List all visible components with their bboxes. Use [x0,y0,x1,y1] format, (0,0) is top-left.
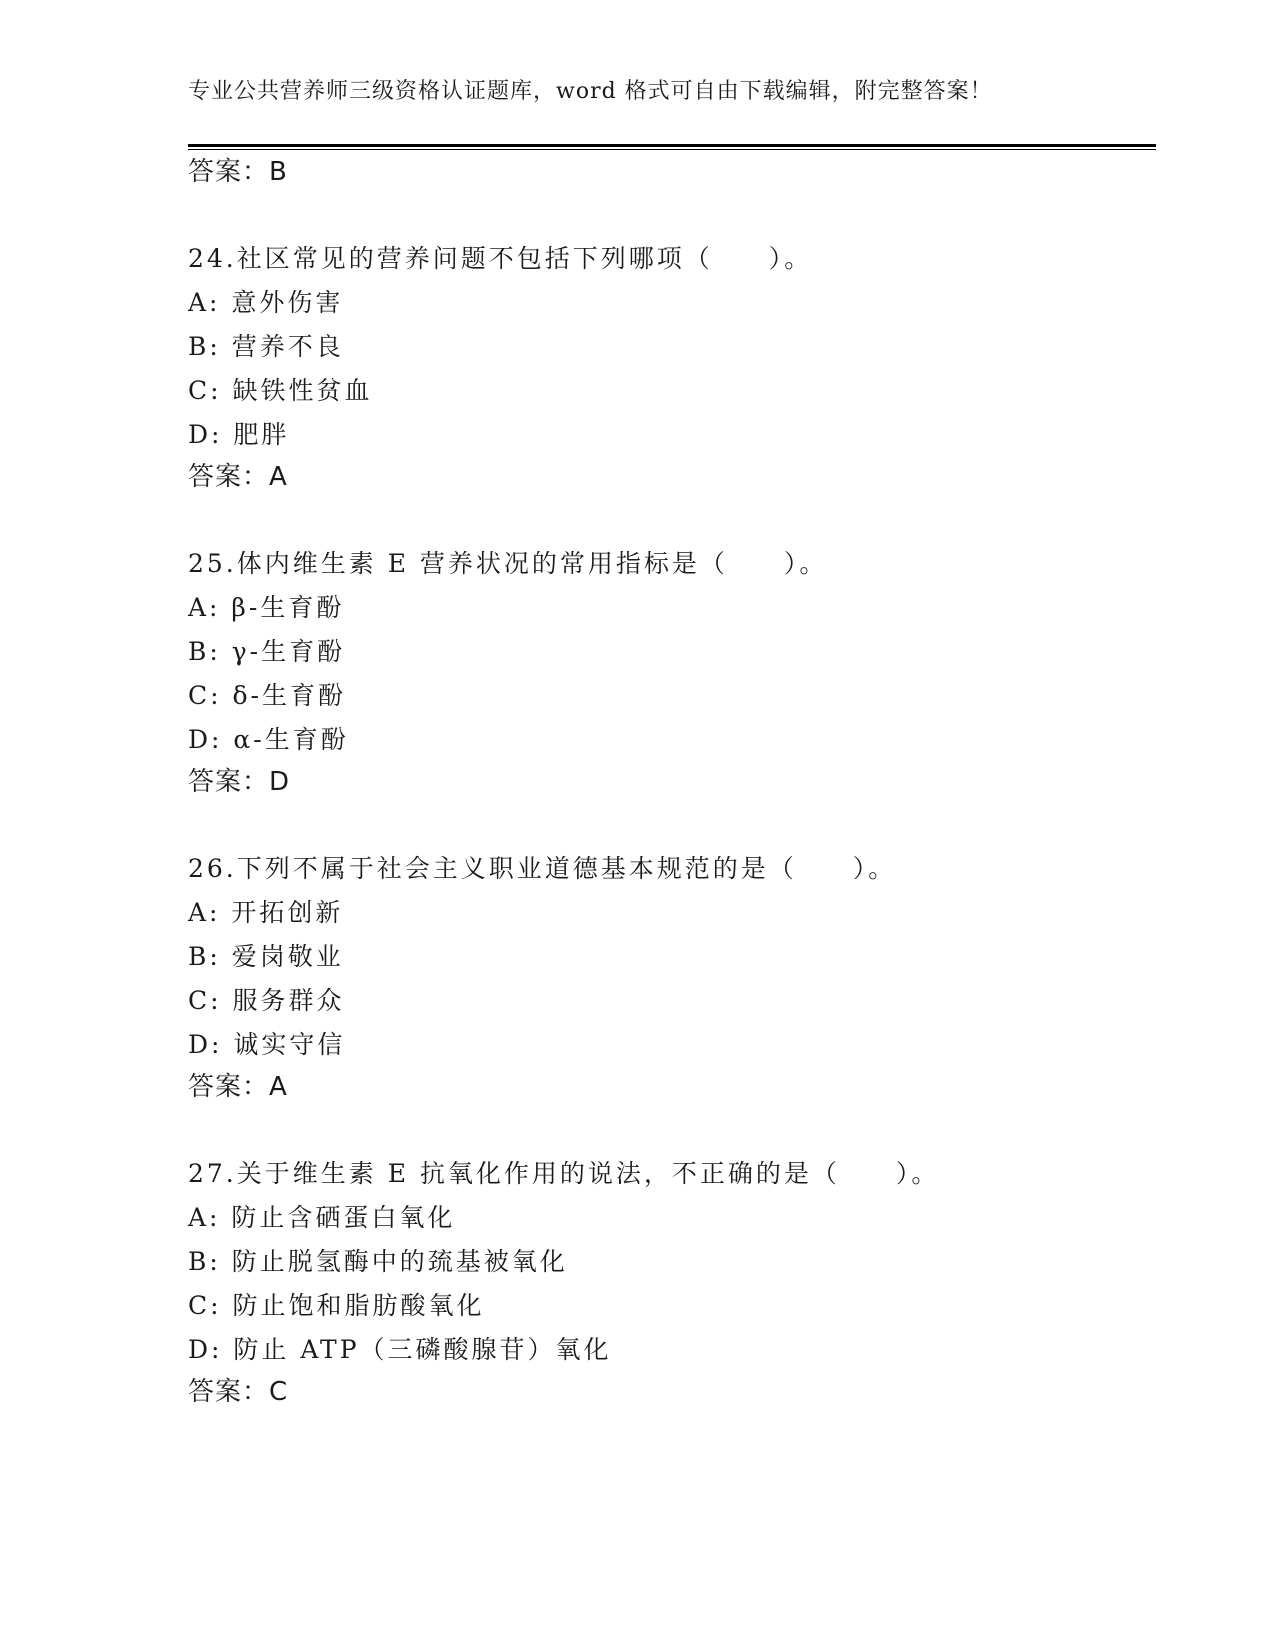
page-header: 专业公共营养师三级资格认证题库，word 格式可自由下载编辑，附完整答案！ [188,79,993,104]
question-24-stem: 24.社区常见的营养问题不包括下列哪项（ ）。 [188,244,813,273]
question-24-option-c: C: 缺铁性贫血 [188,376,373,405]
question-27-option-a: A: 防止含硒蛋白氧化 [188,1203,456,1232]
question-26-option-c: C: 服务群众 [188,986,345,1015]
question-24-answer: 答案：A [188,462,288,492]
question-27-stem: 27.关于维生素 E 抗氧化作用的说法，不正确的是（ ）。 [188,1159,940,1188]
question-26-option-d: D: 诚实守信 [188,1030,346,1059]
question-25-option-b: B: γ-生育酚 [188,637,346,666]
question-27-option-c: C: 防止饱和脂肪酸氧化 [188,1291,485,1320]
question-25-option-a: A: β-生育酚 [188,593,345,622]
question-24-option-a: A: 意外伤害 [188,288,344,317]
question-24-option-d: D: 肥胖 [188,420,290,449]
question-24-option-b: B: 营养不良 [188,332,344,361]
question-26-option-b: B: 爱岗敬业 [188,942,344,971]
header-divider [188,144,1156,147]
question-27-option-b: B: 防止脱氢酶中的巯基被氧化 [188,1247,568,1276]
question-26-option-a: A: 开拓创新 [188,898,344,927]
question-25-option-d: D: α-生育酚 [188,725,349,754]
question-26-stem: 26.下列不属于社会主义职业道德基本规范的是（ ）。 [188,854,897,883]
question-25-answer: 答案：D [188,767,291,797]
question-27-answer: 答案：C [188,1377,289,1407]
question-27-option-d: D: 防止 ATP（三磷酸腺苷）氧化 [188,1335,612,1364]
question-25-stem: 25.体内维生素 E 营养状况的常用指标是（ ）。 [188,549,828,578]
question-26-answer: 答案：A [188,1072,288,1102]
previous-answer: 答案：B [188,157,288,187]
question-25-option-c: C: δ-生育酚 [188,681,346,710]
